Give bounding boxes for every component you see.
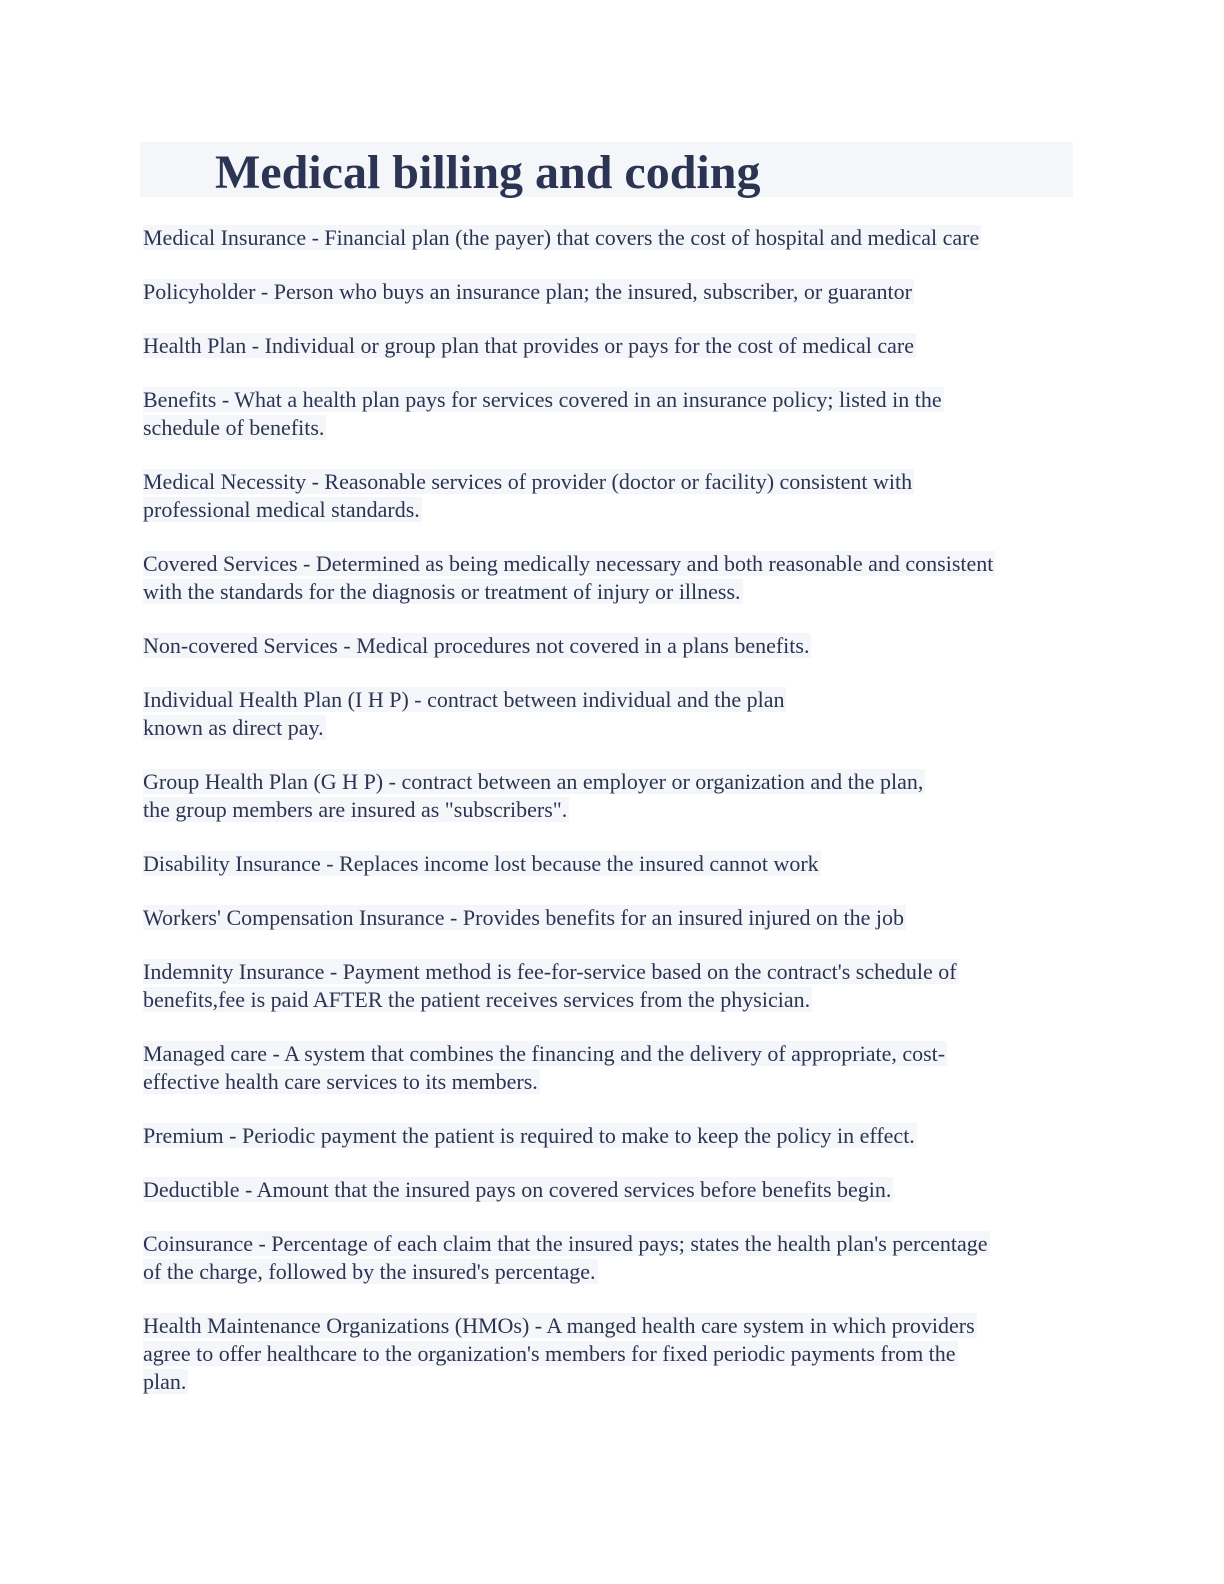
entry-text: Medical Insurance - Financial plan (the payer) that covers the cost of hospital and medical care bbox=[143, 225, 980, 250]
glossary-entry bbox=[143, 278, 1078, 306]
entry-text: known as direct pay. bbox=[143, 715, 324, 740]
entry-text: plan. bbox=[143, 1369, 187, 1394]
glossary-entry bbox=[143, 904, 1078, 932]
entry-line bbox=[143, 386, 1078, 414]
glossary-entry bbox=[143, 1312, 1078, 1396]
glossary-entry bbox=[143, 1040, 1078, 1096]
entry-line bbox=[143, 796, 1078, 824]
entry-text: benefits,fee is paid AFTER the patient receives services from the physician. bbox=[143, 987, 811, 1012]
entry-text: Medical Necessity - Reasonable services of provider (doctor or facility) consistent with bbox=[143, 469, 913, 494]
glossary-entry bbox=[143, 850, 1078, 878]
entry-text: Policyholder - Person who buys an insurance plan; the insured, subscriber, or guarantor bbox=[143, 279, 912, 304]
entry-line bbox=[143, 414, 1078, 442]
entry-text: Covered Services - Determined as being medically necessary and both reasonable and consistent bbox=[143, 551, 994, 576]
glossary-entry bbox=[143, 632, 1078, 660]
entry-text: Group Health Plan (G H P) - contract between an employer or organization and the plan, bbox=[143, 769, 924, 794]
entry-text: Indemnity Insurance - Payment method is fee-for-service based on the contract's schedule of bbox=[143, 959, 957, 984]
entry-line bbox=[143, 714, 1078, 742]
entry-line bbox=[143, 1176, 1078, 1204]
entry-text: the group members are insured as "subscribers". bbox=[143, 797, 568, 822]
entry-text: Non-covered Services - Medical procedures not covered in a plans benefits. bbox=[143, 633, 810, 658]
entry-text: schedule of benefits. bbox=[143, 415, 325, 440]
glossary-entry bbox=[143, 768, 1078, 824]
entry-text: Deductible - Amount that the insured pays on covered services before benefits begin. bbox=[143, 1177, 892, 1202]
entry-line bbox=[143, 1368, 1078, 1396]
entry-line bbox=[143, 850, 1078, 878]
glossary-list bbox=[143, 224, 1078, 1422]
entry-text: Coinsurance - Percentage of each claim that the insured pays; states the health plan's percentage bbox=[143, 1231, 988, 1256]
entry-line bbox=[143, 1230, 1078, 1258]
entry-line bbox=[143, 1122, 1078, 1150]
glossary-entry bbox=[143, 1230, 1078, 1286]
glossary-entry bbox=[143, 550, 1078, 606]
entry-line bbox=[143, 468, 1078, 496]
glossary-entry bbox=[143, 386, 1078, 442]
entry-line bbox=[143, 332, 1078, 360]
entry-text: Benefits - What a health plan pays for services covered in an insurance policy; listed in the bbox=[143, 387, 942, 412]
glossary-entry bbox=[143, 1176, 1078, 1204]
entry-line bbox=[143, 768, 1078, 796]
entry-line bbox=[143, 278, 1078, 306]
title-banner bbox=[140, 142, 1073, 197]
entry-line bbox=[143, 904, 1078, 932]
entry-text: Managed care - A system that combines the financing and the delivery of appropriate, cost- bbox=[143, 1041, 946, 1066]
glossary-entry bbox=[143, 224, 1078, 252]
entry-text: Individual Health Plan (I H P) - contract between individual and the plan bbox=[143, 687, 785, 712]
entry-text: professional medical standards. bbox=[143, 497, 420, 522]
entry-text: Disability Insurance - Replaces income lost because the insured cannot work bbox=[143, 851, 819, 876]
entry-line bbox=[143, 1258, 1078, 1286]
entry-text: of the charge, followed by the insured's percentage. bbox=[143, 1259, 596, 1284]
glossary-entry bbox=[143, 468, 1078, 524]
entry-line bbox=[143, 578, 1078, 606]
entry-text: Premium - Periodic payment the patient is required to make to keep the policy in effect. bbox=[143, 1123, 915, 1148]
entry-line bbox=[143, 1340, 1078, 1368]
entry-line bbox=[143, 1040, 1078, 1068]
page-title: Medical billing and coding bbox=[215, 146, 761, 199]
entry-line bbox=[143, 1312, 1078, 1340]
entry-line bbox=[143, 958, 1078, 986]
entry-line bbox=[143, 496, 1078, 524]
entry-text: agree to offer healthcare to the organization's members for fixed periodic payments from the bbox=[143, 1341, 956, 1366]
entry-line bbox=[143, 686, 1078, 714]
glossary-entry bbox=[143, 332, 1078, 360]
entry-text: Workers' Compensation Insurance - Provides benefits for an insured injured on the job bbox=[143, 905, 905, 930]
glossary-entry bbox=[143, 958, 1078, 1014]
entry-line bbox=[143, 1068, 1078, 1096]
entry-text: effective health care services to its members. bbox=[143, 1069, 538, 1094]
glossary-entry bbox=[143, 1122, 1078, 1150]
entry-text: with the standards for the diagnosis or treatment of injury or illness. bbox=[143, 579, 741, 604]
glossary-entry bbox=[143, 686, 1078, 742]
entry-line bbox=[143, 986, 1078, 1014]
entry-text: Health Plan - Individual or group plan that provides or pays for the cost of medical care bbox=[143, 333, 914, 358]
entry-line bbox=[143, 224, 1078, 252]
entry-line bbox=[143, 550, 1078, 578]
entry-line bbox=[143, 632, 1078, 660]
entry-text: Health Maintenance Organizations (HMOs) - A manged health care system in which providers bbox=[143, 1313, 975, 1338]
